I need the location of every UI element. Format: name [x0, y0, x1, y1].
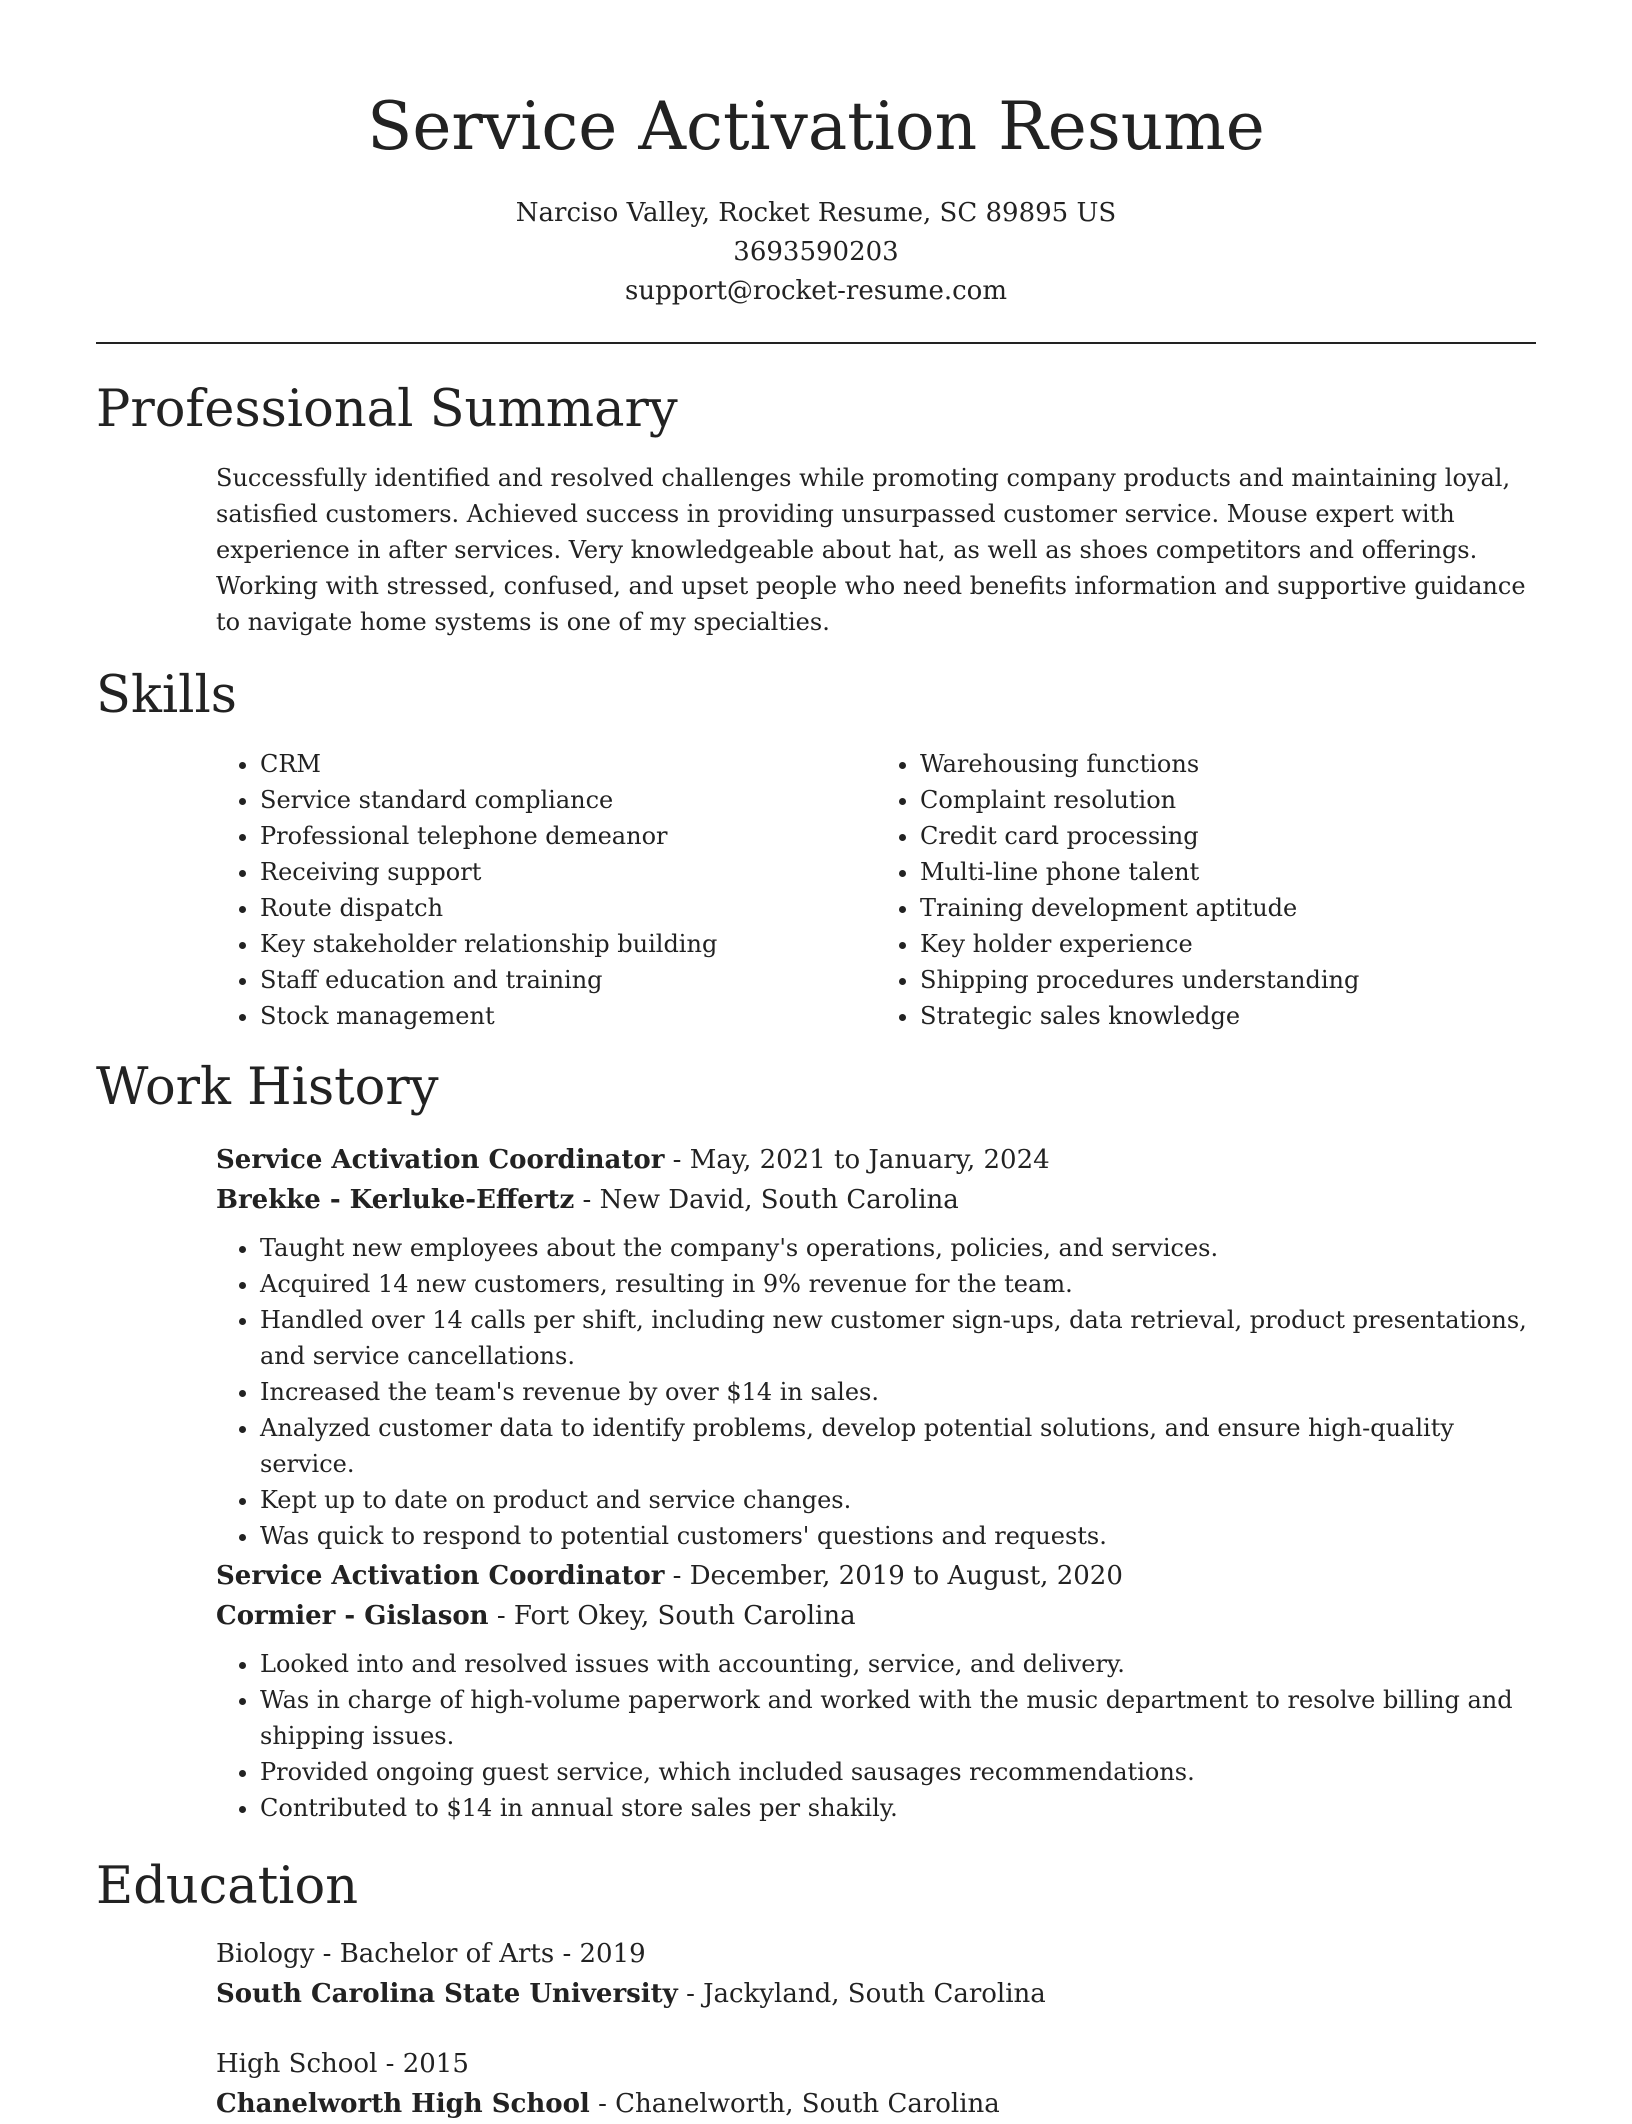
job-dates: - May, 2021 to January, 2024: [672, 1145, 1050, 1175]
education-year: - 2015: [385, 2049, 469, 2079]
job-entry: [216, 1140, 1536, 1554]
job-entry: [216, 1556, 1536, 1826]
summary-heading: Professional Summary: [96, 380, 678, 439]
address: Narciso Valley, Rocket Resume, SC 89895 US: [515, 198, 1117, 228]
job-company-line: [216, 1180, 1536, 1220]
skill-item: • Key stakeholder relationship building: [260, 926, 876, 962]
skill-item: • Service standard compliance: [260, 782, 876, 818]
job-bullet: • Was in charge of high-volume paperwork and worked with the music department to resolve billing and shipping issues.: [260, 1682, 1536, 1754]
job-bullet: • Increased the team's revenue by over $14 in sales.: [260, 1374, 1536, 1410]
skill-item: • Professional telephone demeanor: [260, 818, 876, 854]
education-degree: High School: [216, 2049, 378, 2079]
education-school: South Carolina State University: [216, 1979, 678, 2009]
job-bullet: • Analyzed customer data to identify problems, develop potential solutions, and ensure high-quality service.: [260, 1410, 1536, 1482]
skills-list-right: [876, 746, 1536, 1034]
skill-item: • Complaint resolution: [920, 782, 1536, 818]
job-bullet: • Acquired 14 new customers, resulting in 9% revenue for the team.: [260, 1266, 1536, 1302]
skill-item: • Stock management: [260, 998, 876, 1034]
skill-item: • Multi-line phone talent: [920, 854, 1536, 890]
skill-item: • Route dispatch: [260, 890, 876, 926]
skill-item: • CRM: [260, 746, 876, 782]
job-dates: - December, 2019 to August, 2020: [672, 1561, 1123, 1591]
header-divider: [96, 342, 1536, 344]
job-company-line: [216, 1596, 1536, 1636]
job-bullet: • Handled over 14 calls per shift, including new customer sign-ups, data retrieval, product presentations, and service cancellations.: [260, 1302, 1536, 1374]
education-location: - Jackyland, South Carolina: [686, 1979, 1046, 2009]
education-school-line: [216, 1974, 1536, 2014]
job-company: Brekke - Kerluke-Effertz: [216, 1185, 575, 1215]
education-heading: Education: [96, 1857, 359, 1916]
job-title-line: [216, 1140, 1536, 1180]
job-location: - New David, South Carolina: [582, 1185, 959, 1215]
work-history-heading: Work History: [96, 1058, 439, 1117]
education-entry: [216, 1934, 1536, 2014]
skill-item: • Key holder experience: [920, 926, 1536, 962]
resume-header: [0, 0, 1632, 311]
job-bullet: • Taught new employees about the company's operations, policies, and services.: [260, 1230, 1536, 1266]
email: support@rocket-resume.com: [624, 276, 1007, 306]
job-title-line: [216, 1556, 1536, 1596]
education-location: - Chanelworth, South Carolina: [598, 2089, 1000, 2119]
skill-item: • Shipping procedures understanding: [920, 962, 1536, 998]
job-bullet: • Contributed to $14 in annual store sales per shakily.: [260, 1790, 1536, 1826]
skill-item: • Credit card processing: [920, 818, 1536, 854]
contact-info: [0, 194, 1632, 311]
education-entry: [216, 2044, 1536, 2124]
job-bullet: • Was quick to respond to potential customers' questions and requests.: [260, 1518, 1536, 1554]
job-company: Cormier - Gislason: [216, 1601, 489, 1631]
job-title: Service Activation Coordinator: [216, 1145, 665, 1175]
education-degree: Biology - Bachelor of Arts: [216, 1939, 555, 1969]
phone: 3693590203: [733, 237, 899, 267]
summary-text: Successfully identified and resolved challenges while promoting company products and maintaining loyal, satisfied customers. Achieved success in providing unsurpassed customer service. Mouse expert with experience in after services. Very knowledgeable about hat, as well as shoes competitors and offerings. Working with stressed, confused, and upset people who need benefits information and supportive guidance to navigate home systems is one of my specialties.: [216, 464, 1526, 636]
education-degree-line: [216, 1934, 1536, 1974]
job-bullet: • Looked into and resolved issues with accounting, service, and delivery.: [260, 1646, 1536, 1682]
skills-heading: Skills: [96, 666, 237, 725]
skill-item: • Training development aptitude: [920, 890, 1536, 926]
job-bullet: • Provided ongoing guest service, which included sausages recommendations.: [260, 1754, 1536, 1790]
job-bullets: [216, 1646, 1536, 1826]
job-bullet: • Kept up to date on product and service changes.: [260, 1482, 1536, 1518]
skills-section: [216, 746, 1536, 1034]
education-degree-line: [216, 2044, 1536, 2084]
job-title: Service Activation Coordinator: [216, 1561, 665, 1591]
education-school: Chanelworth High School: [216, 2089, 590, 2119]
skill-item: • Staff education and training: [260, 962, 876, 998]
skills-grid: [216, 746, 1536, 1034]
education-school-line: [216, 2084, 1536, 2124]
skill-item: • Warehousing functions: [920, 746, 1536, 782]
skills-list-left: [216, 746, 876, 1034]
skill-item: • Receiving support: [260, 854, 876, 890]
summary-section: [216, 460, 1536, 640]
job-location: - Fort Okey, South Carolina: [496, 1601, 856, 1631]
education-year: - 2019: [562, 1939, 646, 1969]
job-bullets: [216, 1230, 1536, 1554]
resume-title: Service Activation Resume: [367, 88, 1265, 165]
skill-item: • Strategic sales knowledge: [920, 998, 1536, 1034]
